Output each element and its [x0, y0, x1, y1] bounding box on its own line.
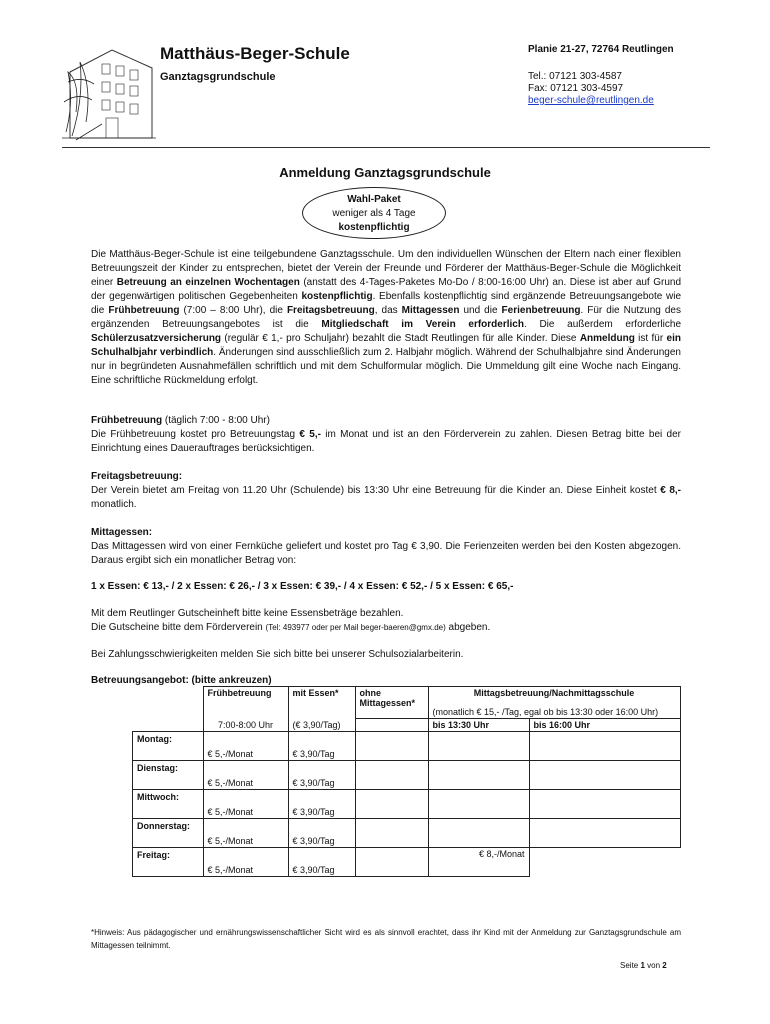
fruehbetreuung-heading: Frühbetreuung [91, 415, 163, 426]
frueh-checkbox-cell[interactable]: € 5,-/Monat [203, 790, 288, 819]
ohne-checkbox-cell[interactable] [355, 848, 428, 877]
essen-checkbox-cell[interactable]: € 3,90/Tag [288, 732, 355, 761]
bis-1330-checkbox-cell[interactable] [428, 790, 529, 819]
frueh-time: 7:00-8:00 Uhr [203, 719, 288, 732]
ohne-checkbox-cell[interactable] [355, 819, 428, 848]
table-row [133, 761, 681, 790]
day-label: Freitag: [133, 848, 204, 877]
school-type: Ganztagsgrundschule [160, 71, 276, 83]
day-label: Montag: [133, 732, 204, 761]
table-row [133, 819, 681, 848]
email-link[interactable]: beger-schule@reutlingen.de [528, 95, 654, 106]
badge-line1: Wahl-Paket [347, 194, 401, 205]
page-title: Anmeldung Ganztagsgrundschule [279, 165, 491, 180]
ohne-checkbox-cell[interactable] [355, 732, 428, 761]
ohne-checkbox-cell[interactable] [355, 790, 428, 819]
ohne-checkbox-cell[interactable] [355, 761, 428, 790]
bis-1330-header: bis 13:30 Uhr [428, 719, 529, 732]
fruehbetreuung-section: Frühbetreuung (täglich 7:00 - 8:00 Uhr) Die Frühbetreuung kostet pro Betreuungstag € 5,- im Monat und ist an den Förderverein zu zahlen. Diesen Betrag bitte bei der Einrichtung eines Dauerauftrages berücksichtigen. [91, 415, 681, 454]
bis-1330-checkbox-cell[interactable] [428, 761, 529, 790]
col-frueh-header: Frühbetreuung [203, 687, 288, 700]
bis-1600-checkbox-cell[interactable] [529, 790, 680, 819]
frueh-checkbox-cell[interactable]: € 5,-/Monat [203, 732, 288, 761]
bis-1330-checkbox-cell[interactable]: € 8,-/Monat [428, 848, 529, 877]
bis-1600-checkbox-cell[interactable] [529, 761, 680, 790]
day-label: Donnerstag: [133, 819, 204, 848]
freitag-heading: Freitagsbetreuung: [91, 471, 183, 482]
school-building-logo [62, 42, 156, 142]
table-heading: Betreuungsangebot: (bitte ankreuzen) [91, 675, 272, 686]
col-mittag-header: Mittagsbetreuung/Nachmittagsschule [428, 687, 680, 700]
header-divider [62, 147, 710, 148]
school-name: Matthäus-Beger-Schule [160, 44, 350, 63]
badge-line3: kostenpflichtig [338, 222, 410, 233]
registration-table [132, 686, 681, 877]
essen-checkbox-cell[interactable]: € 3,90/Tag [288, 819, 355, 848]
bis-1600-header: bis 16:00 Uhr [529, 719, 680, 732]
school-address: Planie 21-27, 72764 Reutlingen [528, 44, 674, 55]
meal-prices: 1 x Essen: € 13,- / 2 x Essen: € 26,- / 3 x Essen: € 39,- / 4 x Essen: € 52,- / 5 x Essen: € 65,- [91, 581, 514, 592]
mittag-note: (monatlich € 15,- /Tag, egal ob bis 13:30 oder 16:00 Uhr) [428, 699, 680, 719]
mittagessen-section [91, 526, 681, 568]
gutschein-section: Mit dem Reutlinger Gutscheinheft bitte keine Essensbeträge bezahlen. Die Gutscheine bitte dem Förderverein (Tel: 493977 oder per Mail beger-baeren@gmx.de) abgeben. [91, 608, 491, 633]
fax-number: Fax: 07121 303-4597 [528, 83, 624, 94]
frueh-checkbox-cell[interactable]: € 5,-/Monat [203, 819, 288, 848]
essen-checkbox-cell[interactable]: € 3,90/Tag [288, 761, 355, 790]
package-badge [302, 187, 446, 239]
table-row [133, 790, 681, 819]
day-label: Mittwoch: [133, 790, 204, 819]
empty-cell [529, 848, 680, 877]
essen-checkbox-cell[interactable]: € 3,90/Tag [288, 790, 355, 819]
col-ohne-header: ohne Mittagessen* [355, 687, 428, 719]
mittagessen-text: Das Mittagessen wird von einer Fernküche geliefert und kostet pro Tag € 3,90. Die Ferienzeiten werden bei den Kosten abgezogen. Daraus ergibt sich ein monatlicher Betrag von: [91, 541, 681, 566]
zahlung-note: Bei Zahlungsschwierigkeiten melden Sie sich bitte bei unserer Schulsozialarbeiterin. [91, 649, 464, 660]
col-essen-header: mit Essen* [288, 687, 355, 700]
bis-1600-checkbox-cell[interactable] [529, 819, 680, 848]
frueh-checkbox-cell[interactable]: € 5,-/Monat [203, 848, 288, 877]
frueh-checkbox-cell[interactable]: € 5,-/Monat [203, 761, 288, 790]
bis-1330-checkbox-cell[interactable] [428, 819, 529, 848]
bis-1600-checkbox-cell[interactable] [529, 732, 680, 761]
badge-line2: weniger als 4 Tage [332, 208, 416, 219]
mittagessen-heading: Mittagessen: [91, 527, 153, 538]
intro-paragraph: Die Matthäus-Beger-Schule ist eine teilgebundene Ganztagsschule. Um den individuellen Wünschen der Eltern nach einer flexiblen Betreuungszeit der Kinder zu entsprechen, bietet der Verein der Freunde und Förderer der Matthäus-Beger-Schule die Möglichkeit einer Betreuung an einzelnen Wochentagen (anstatt des 4-Tages-Paketes Mo-Do / 8:00-16:00 Uhr) an. Diese ist aber auf Grund der gegenwärtigen politischen Gegebenheiten kostenpflichtig. Ebenfalls kostenpflichtig sind ergänzende Betreuungsangebote wie die Frühbetreuung (7:00 – 8:00 Uhr), die Freitagsbetreuung, das Mittagessen und die Ferienbetreuung. Für die Nutzung des ergänzenden Betreuungsangebotes ist die Mitgliedschaft im Verein erforderlich. Die außerdem erforderliche Schülerzusatzversicherung (regulär € 1,- pro Schuljahr) bezahlt die Stadt Reutlingen für alle Kinder. Diese Anmeldung ist für ein Schulhalbjahr verbindlich. Änderungen sind ausschließlich zum 2. Halbjahr möglich. Während der Schulhalbjahre sind Änderungen nur in begründeten Ausnahmefällen schriftlich und mit dem Schulformular möglich. Die Ummeldung gilt eine Woche nach Eingang. Eine schriftliche Rückmeldung erfolgt. [91, 249, 682, 386]
phone-number: Tel.: 07121 303-4587 [528, 71, 622, 82]
day-label: Dienstag: [133, 761, 204, 790]
contact-block [528, 71, 654, 107]
table-row [133, 732, 681, 761]
freitag-section: Freitagsbetreuung: Der Verein bietet am Freitag von 11.20 Uhr (Schulende) bis 13:30 Uhr eine Betreuung für die Kinder an. Diese Einheit kostet € 8,- monatlich. [91, 471, 681, 510]
essen-price: (€ 3,90/Tag) [288, 719, 355, 732]
table-row [133, 848, 681, 877]
page-footer: Seite 1 von 2 [620, 961, 667, 970]
bis-1330-checkbox-cell[interactable] [428, 732, 529, 761]
essen-checkbox-cell[interactable]: € 3,90/Tag [288, 848, 355, 877]
hint-note: *Hinweis: Aus pädagogischer und ernährungswissenschaftlicher Sicht wird es als sinnvoll erachtet, dass ihr Kind mit der Anmeldung zur Ganztagsgrundschule am Mittagessen teilnimmt. [91, 928, 681, 950]
